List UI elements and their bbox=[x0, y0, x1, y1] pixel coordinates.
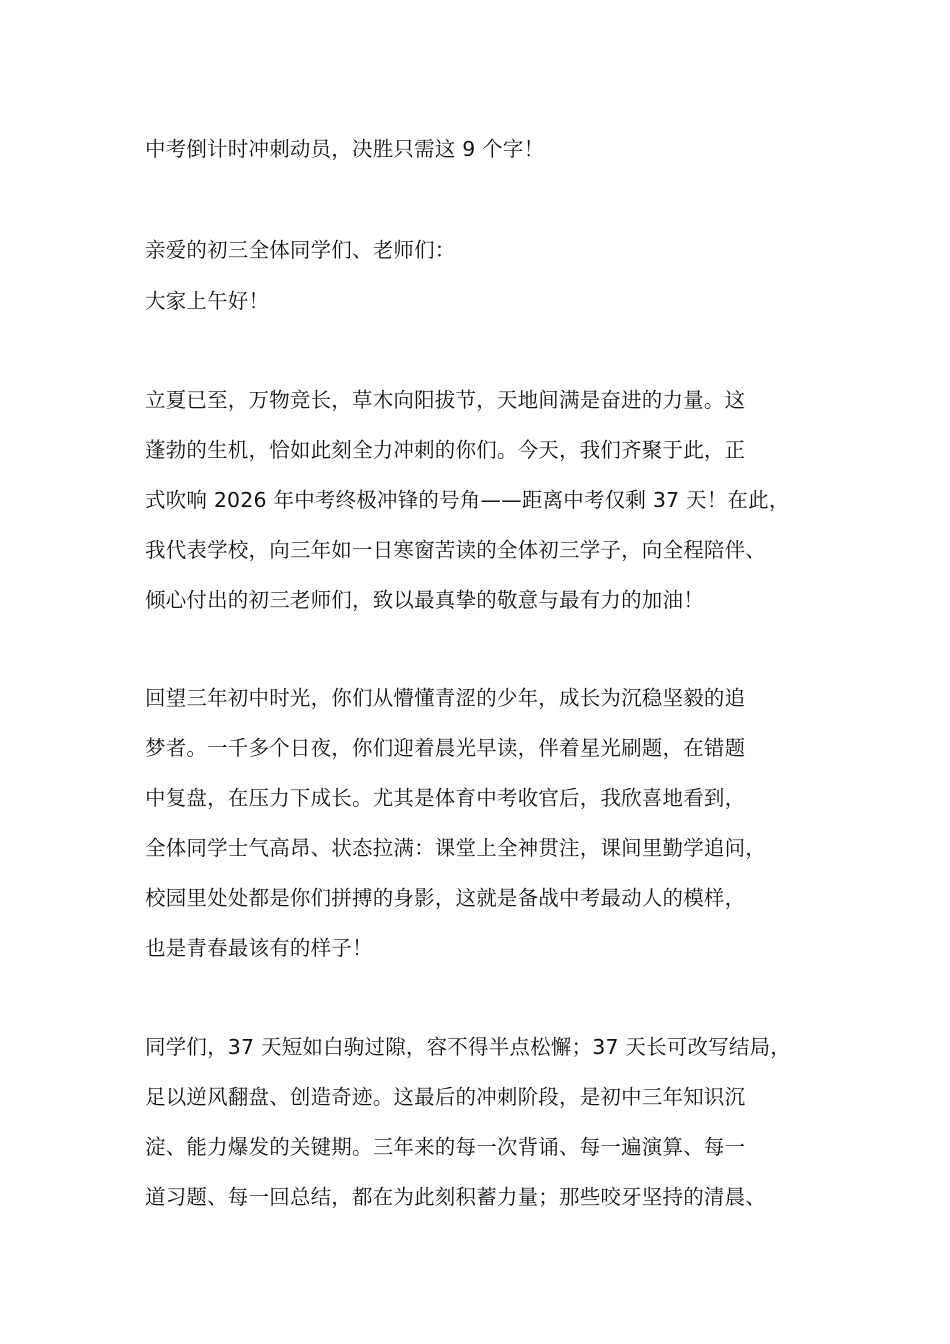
paragraph-2-line: 全体同学士气高昂、状态拉满：课堂上全神贯注，课间里勤学追问， bbox=[145, 836, 766, 860]
paragraph-1-line: 立夏已至，万物竞长，草木向阳拔节，天地间满是奋进的力量。这 bbox=[145, 388, 746, 412]
paragraph-2-line: 校园里处处都是你们拼搏的身影，这就是备战中考最动人的模样， bbox=[145, 886, 746, 910]
paragraph-2-line: 中复盘，在压力下成长。尤其是体育中考收官后，我欣喜地看到， bbox=[145, 786, 746, 810]
paragraph-3-line: 足以逆风翻盘、创造奇迹。这最后的冲刺阶段，是初中三年知识沉 bbox=[145, 1085, 746, 1109]
paragraph-1-line: 式吹响 2026 年中考终极冲锋的号角——距离中考仅剩 37 天！在此， bbox=[145, 488, 790, 512]
paragraph-1-line: 蓬勃的生机，恰如此刻全力冲刺的你们。今天，我们齐聚于此，正 bbox=[145, 438, 746, 462]
paragraph-2-line: 回望三年初中时光，你们从懵懂青涩的少年，成长为沉稳坚毅的追 bbox=[145, 686, 746, 710]
greeting-line: 亲爱的初三全体同学们、老师们： bbox=[145, 238, 456, 262]
paragraph-2-line: 梦者。一千多个日夜，你们迎着晨光早读，伴着星光刷题，在错题 bbox=[145, 736, 746, 760]
paragraph-2-line: 也是青春最该有的样子！ bbox=[145, 936, 373, 960]
paragraph-1-line: 倾心付出的初三老师们，致以最真挚的敬意与最有力的加油！ bbox=[145, 588, 704, 612]
greeting-line: 大家上午好！ bbox=[145, 289, 270, 313]
paragraph-3-line: 同学们，37 天短如白驹过隙，容不得半点松懈；37 天长可改写结局， bbox=[145, 1035, 792, 1059]
paragraph-3-line: 道习题、每一回总结，都在为此刻积蓄力量；那些咬牙坚持的清晨、 bbox=[145, 1185, 766, 1209]
paragraph-3-line: 淀、能力爆发的关键期。三年来的每一次背诵、每一遍演算、每一 bbox=[145, 1135, 746, 1159]
document-title: 中考倒计时冲刺动员，决胜只需这 9 个字！ bbox=[145, 137, 545, 161]
paragraph-1-line: 我代表学校，向三年如一日寒窗苦读的全体初三学子，向全程陪伴、 bbox=[145, 538, 766, 562]
